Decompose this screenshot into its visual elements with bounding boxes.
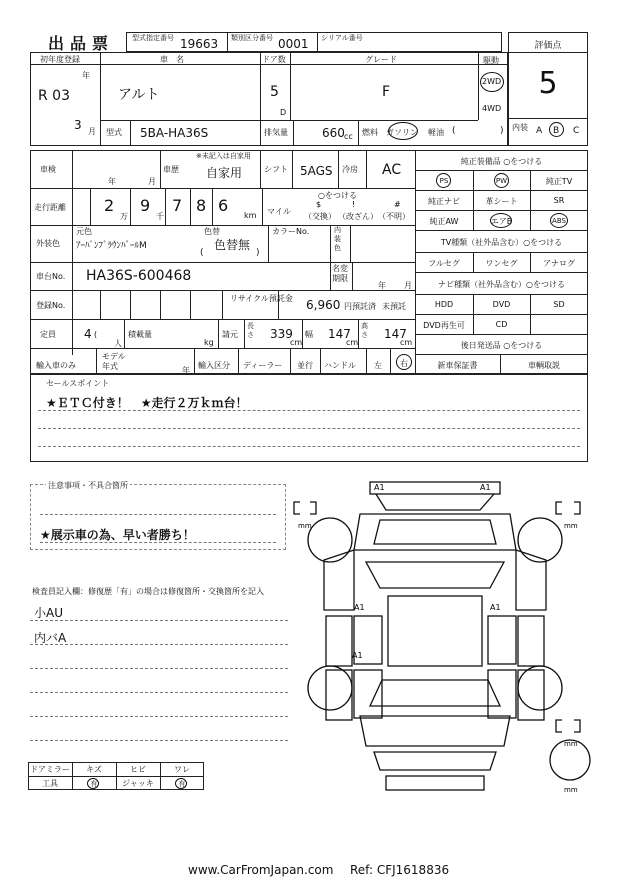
model-code: 5BA-HA36S — [140, 126, 209, 140]
jack-ari: 有 — [178, 780, 186, 788]
cm-unit-1: cm — [290, 338, 303, 347]
dmg-a1-right-door: A1 — [490, 603, 501, 612]
length-value: 339 — [270, 327, 293, 341]
man-unit: 万 — [120, 212, 128, 221]
legend-mirror: ドアミラー — [30, 765, 70, 774]
fuel-label: 燃料 — [362, 128, 378, 137]
equip-ps: PS — [439, 177, 449, 185]
kg-unit: kg — [204, 338, 214, 347]
grade-label: グレード — [365, 55, 397, 64]
my-year-unit: 年 — [182, 366, 190, 375]
notes-text: ★展示車の為、早い者勝ち！ — [40, 528, 195, 542]
legend-crack: ヒビ — [130, 765, 146, 774]
color-label: 外装色 — [36, 239, 60, 248]
interior-opt-a: A — [536, 126, 543, 136]
year-unit: 年 — [82, 71, 90, 80]
later-manual: 車輌取説 — [528, 361, 560, 370]
chassis-value: HA36S-600468 — [86, 268, 192, 284]
legend-jack: ジャッキ — [122, 779, 154, 788]
interior-color-label: 内装色 — [334, 226, 341, 252]
ac-value: AC — [382, 162, 402, 178]
sales-point-text: ★ＥＴＣ付き！ ★走行２万ｋｍ台！ — [46, 396, 248, 410]
unknown-label: （不明） — [378, 212, 410, 221]
serial-label: シリアル番号 — [321, 34, 363, 42]
drive-4wd: 4WD — [482, 104, 502, 113]
first-reg-year: R 03 — [38, 88, 70, 104]
fuel-value: ガソリン — [386, 128, 418, 137]
history-value: 自家用 — [206, 166, 243, 180]
form-title: 出品票 — [48, 34, 115, 53]
recycle-amount: 6,960 — [306, 298, 341, 312]
capacity-unit: 人 — [114, 339, 122, 348]
shift-label: シフト — [264, 165, 288, 174]
length-label: 長さ — [247, 322, 254, 339]
recycle-unpaid: 未預託 — [382, 302, 406, 311]
chassis-label: 車台No. — [36, 272, 66, 281]
invoice-label: 請元 — [222, 330, 238, 339]
mileage-label: 走行距離 — [34, 203, 66, 212]
nc-year: 年 — [378, 281, 386, 290]
dmg-a1-left-rear: A1 — [352, 651, 363, 660]
dmg-a1-left-door: A1 — [354, 603, 365, 612]
equip-abs: ABS — [552, 217, 566, 225]
reg-label: 登録No. — [36, 301, 66, 310]
cc-unit: cc — [344, 132, 353, 141]
displacement-value: 660 — [322, 126, 345, 140]
parallel-label: 並行 — [297, 361, 313, 370]
drive-2wd: 2WD — [482, 77, 502, 86]
tamper-label: （改ざん） — [338, 212, 378, 221]
recycle-label: リサイクル預託金 — [230, 294, 293, 303]
load-label: 積載量 — [128, 330, 152, 339]
inspector-label: 検査員記入欄：修復歴「有」の場合は修復箇所・交換箇所を記入 — [32, 587, 264, 596]
mm-spare: mm — [564, 786, 578, 794]
footer-ref: Ref: CFJ1618836 — [350, 863, 450, 877]
class-no: 0001 — [278, 37, 309, 51]
shift-value: 5AGS — [300, 164, 333, 178]
navi-hdd: HDD — [434, 300, 454, 309]
width-value: 147 — [328, 327, 351, 341]
car-damage-diagram — [290, 470, 610, 815]
dmg-a1-front-left: A1 — [374, 483, 385, 492]
cm-unit-3: cm — [400, 338, 413, 347]
genuine-header: 純正装備品 ○をつける — [460, 157, 543, 166]
legend-tools: 工具 — [42, 779, 58, 788]
sales-point-box — [30, 374, 588, 462]
diesel-label: 軽油 — [428, 128, 444, 137]
later-warranty: 新車保証書 — [437, 361, 478, 370]
capacity-label: 定員 — [40, 330, 56, 339]
rating-label: 評価点 — [534, 41, 562, 51]
first-reg-month: 3 — [74, 118, 82, 132]
doors-d: D — [280, 108, 287, 117]
orig-color-value: ｱｰﾊﾞﾝﾌﾞﾗｳﾝﾊﾟｰﾙM — [76, 241, 147, 251]
cm-unit-2: cm — [346, 338, 359, 347]
model-cert-no: 19663 — [180, 37, 219, 51]
color-no-label: カラーNo. — [272, 227, 310, 236]
legend-scratch: キズ — [86, 765, 102, 774]
import-label: 輸入車のみ — [36, 361, 76, 370]
sym-hash: # — [394, 200, 401, 209]
tv-one: ワンセグ — [485, 259, 518, 268]
capacity-value: 4 — [84, 327, 92, 341]
navi-cd: CD — [495, 320, 508, 329]
equip-tv: 純正TV — [545, 177, 573, 186]
navi-header: ナビ種類（社外品含む）○をつける — [438, 280, 565, 289]
inspector-line-2: 内バA — [34, 631, 67, 645]
drive-label: 駆動 — [483, 56, 499, 65]
circle-note: ○をつける — [318, 191, 357, 200]
orig-color-label: 元色 — [76, 227, 92, 236]
navi-dvd-play: DVD再生可 — [423, 321, 465, 330]
tv-analog: アナログ — [543, 259, 575, 268]
sales-point-label: セールスポイント — [46, 379, 110, 388]
displacement-label: 排気量 — [264, 128, 288, 137]
mm-front-right: mm — [564, 522, 578, 530]
mileage-digit-5: 6 — [218, 196, 229, 215]
later-header: 後日発送品 ○をつける — [460, 341, 543, 350]
month-unit: 月 — [88, 127, 96, 136]
equip-airbag: エアB — [490, 217, 513, 226]
mm-front-left: mm — [298, 522, 312, 530]
dealer-label: ディーラー — [243, 361, 283, 370]
inspector-line-1: 小AU — [34, 606, 63, 620]
height-label: 高さ — [361, 322, 368, 339]
name-change-label: 名変期限 — [332, 264, 348, 283]
tv-header: TV種類（社外品含む）○をつける — [440, 238, 563, 247]
left-label: 左 — [374, 361, 382, 370]
sen-unit: 千 — [156, 212, 164, 221]
navi-dvd: DVD — [492, 300, 511, 309]
first-reg-label: 初年度登録 — [40, 55, 80, 64]
tv-full: フルセグ — [428, 259, 460, 268]
equip-sr: SR — [553, 196, 565, 205]
ac-label: 冷房 — [342, 165, 358, 174]
interior-opt-b: B — [553, 126, 560, 136]
equip-aw: 純正AW — [429, 217, 459, 226]
shaken-month: 月 — [148, 177, 156, 186]
model-year-label: モデル年式 — [102, 352, 126, 371]
shaken-label: 車検 — [40, 165, 56, 174]
mileage-digit-1: 2 — [104, 196, 115, 215]
doors-label: ドア数 — [262, 55, 286, 64]
footer-site: www.CarFromJapan.com — [188, 863, 334, 877]
dmg-a1-front-right: A1 — [480, 483, 491, 492]
notes-label: 注意事項・不具合箇所 — [48, 481, 128, 490]
color-change-value: 色替無 — [214, 238, 251, 252]
mm-rear-right: mm — [564, 740, 578, 748]
legend-break: ワレ — [174, 765, 190, 774]
history-label: 車歴 — [163, 165, 179, 174]
model-cert-label: 型式指定番号 — [132, 34, 174, 42]
handle-label: ハンドル — [324, 361, 356, 370]
recycle-status: 円預託済 — [344, 302, 376, 311]
rating-value: 5 — [538, 66, 558, 101]
right-label: 右 — [400, 359, 408, 368]
tools-ari: 有 — [90, 780, 98, 788]
model-label: 型式 — [106, 128, 122, 137]
mile-label: マイル — [267, 207, 291, 216]
sym-dollar: $ — [316, 200, 322, 209]
mileage-digit-4: 8 — [196, 196, 207, 215]
interior-opt-c: C — [573, 126, 580, 136]
width-label: 幅 — [305, 330, 313, 339]
history-note: ※未記入は自家用 — [196, 152, 251, 160]
mileage-digit-3: 7 — [172, 196, 183, 215]
import-type-label: 輸入区分 — [198, 361, 230, 370]
shaken-year: 年 — [108, 177, 116, 186]
car-name: アルト — [118, 87, 160, 103]
mileage-digit-2: 9 — [140, 196, 151, 215]
equip-leather: 革シート — [485, 197, 518, 206]
interior-label: 内装 — [512, 123, 528, 132]
navi-sd: SD — [553, 300, 565, 309]
car-name-label: 車 名 — [160, 55, 184, 64]
exchange-label: （交換） — [304, 212, 336, 221]
sym-ex: ! — [352, 200, 356, 209]
height-value: 147 — [384, 327, 407, 341]
class-label: 類別区分番号 — [231, 34, 273, 42]
doors-value: 5 — [270, 84, 279, 100]
nc-month: 月 — [404, 281, 412, 290]
equip-pw: PW — [495, 177, 508, 185]
grade-value: F — [382, 84, 391, 100]
km-unit: km — [244, 211, 257, 220]
color-change-label: 色替 — [204, 227, 220, 236]
equip-navi: 純正ナビ — [428, 197, 460, 206]
